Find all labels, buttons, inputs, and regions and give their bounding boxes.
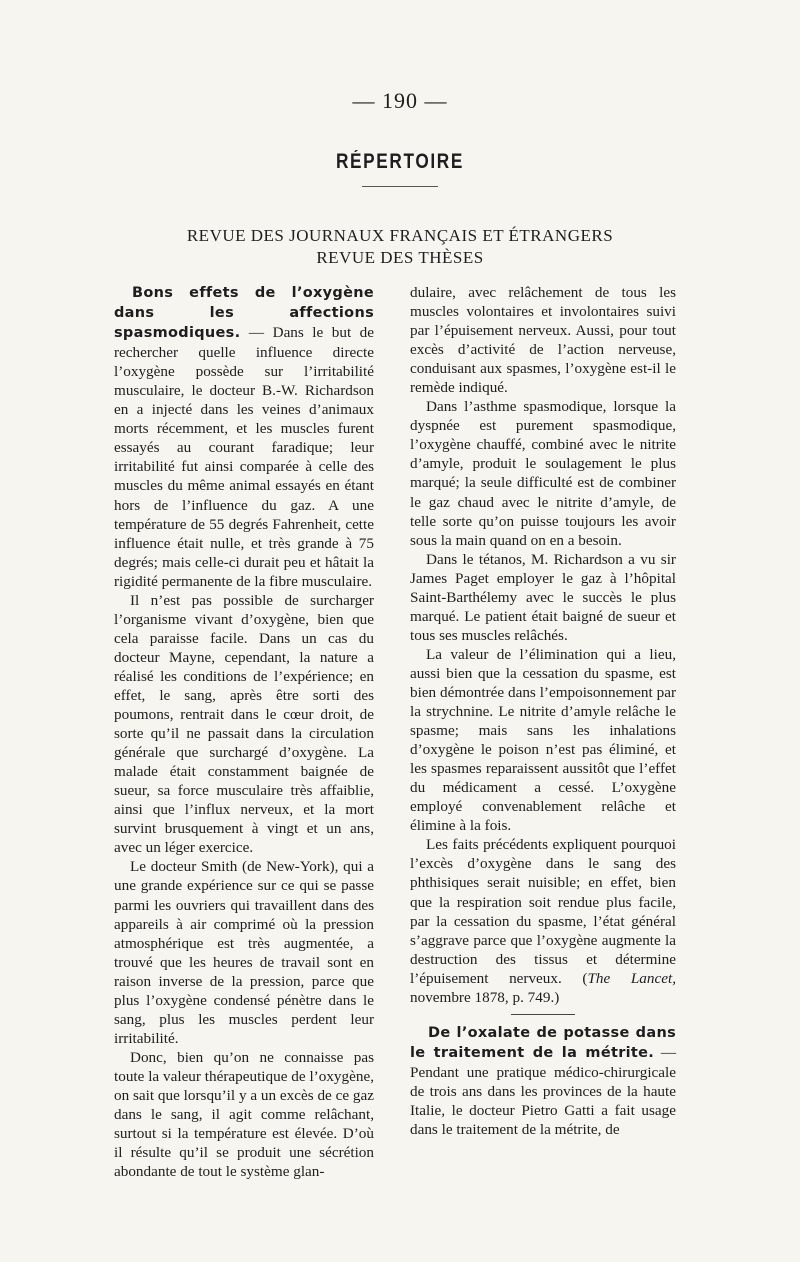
article-oxygen-paragraph-5: dulaire, avec relâchement de tous les muscles volontaires et involontaires suivi par l’épuisement nerveux. Aussi, pour tout excès d’activité de l’action nerveuse, conduisant aux spasmes, l’oxygène est-il le remède indiqué.	[410, 284, 676, 397]
subtitle-journals: REVUE DES JOURNAUX FRANÇAIS ET ÉTRANGERS	[186, 226, 614, 245]
article-oxalate-text: — Pendant une pratique médico-chirurgicale de trois ans dans les provinces de la haute Italie, le docteur Pietro Gatti a fait usage dans le traitement de la métrite, de	[410, 1043, 677, 1139]
article-oxygen-intro	[114, 283, 374, 591]
page-number: — 190 —	[352, 88, 448, 113]
article-oxalate-intro	[410, 1023, 676, 1139]
article-title-oxygen: Bons effets de l’oxygène dans les affections spasmodiques.	[114, 285, 374, 342]
article-oxygen-paragraph-2: Il n’est pas possible de surcharger l’organisme vivant d’oxygène, bien que cela paraisse facile. Dans un cas du docteur Mayne, cependant, la nature a réalisé les conditions de l’expérience; en effet, le sang, après être sorti des poumons, rentrait dans le cœur droit, de sorte qu’il ne passait dans la circulation générale que surchargé d’oxygène. La malade était constamment baignée de sueur, sa force musculaire très affaiblie, ainsi que l’influx nerveux, et la mort survint brusquement à vingt et un ans, avec un léger exercice.	[114, 591, 374, 857]
source-journal: The Lancet,	[587, 969, 676, 987]
subtitle-theses: REVUE DES THÈSES	[316, 248, 484, 267]
section-title: RÉPERTOIRE	[335, 150, 465, 173]
left-column	[114, 283, 374, 1181]
article-title-oxalate: De l’oxalate de potasse dans le traitement de la métrite.	[410, 1024, 676, 1061]
title-rule	[362, 186, 438, 187]
article-oxygen-paragraph-7: Dans le tétanos, M. Richardson a vu sir James Paget employer le gaz à l’hôpital Saint-Barthélemy avec le succès le plus marqué. Le patient était baigné de sueur et tous ses muscles relâchés.	[410, 550, 676, 644]
article-divider	[511, 1014, 575, 1015]
article-oxygen-paragraph-3: Le docteur Smith (de New-York), qui a une grande expérience sur ce qui se passe parmi les ouvriers qui travaillent dans des appareils à air comprimé où la pression atmosphérique est très augmentée, a trouvé que les heures de travail sont en raison inverse de la pression, parce que plus l’oxygène condensé pénètre dans le sang, plus les muscles perdent leur irritabilité.	[114, 858, 374, 1047]
source-date: novembre 1878, p. 749.)	[410, 988, 560, 1006]
article-oxygen-paragraph-1: — Dans le but de rechercher quelle influence directe l’oxygène possède sur l’irritabilité musculaire, le docteur B.-W. Richardson en a injecté dans les veines d’animaux morts récemment, et les muscles furent essayés au courant faradique; leur irritabilité fut ainsi comparée à celle des muscles du même animal essayés en étant hors de l’influence du gaz. A une température de 55 degrés Fahrenheit, cette influence était nulle, et très grande à 75 degrés; mais celle-ci durait peu et hâtait la rigidité permanente de la fibre musculaire.	[114, 324, 374, 590]
article-oxygen-paragraph-9	[410, 835, 676, 1006]
paragraph-9-text: Les faits précédents expliquent pourquoi l’excès d’oxygène dans le sang des phthisiques serait nuisible; en effet, bien que la respiration soit rendue plus facile, par la cessation du spasme, l’état général s’aggrave parce que l’oxygène augmente la destruction des tissus et détermine l’épuisement nerveux. (	[410, 836, 676, 987]
article-oxygen-paragraph-8: La valeur de l’élimination qui a lieu, aussi bien que la cessation du spasme, est bien démontrée dans l’empoisonnement par la strychnine. Le nitrite d’amyle relâche le spasme; mais sans les inhalations d’oxygène le poison n’est pas éliminé, et les spasmes reparaissent aussitôt que l’effet du médicament a cessé. L’oxygène employé convenablement relâche et élimine à la fois.	[410, 645, 676, 835]
article-oxygen-paragraph-4: Donc, bien qu’on ne connaisse pas toute la valeur thérapeutique de l’oxygène, on sait que lorsqu’il y a un excès de ce gaz dans le sang, il agit comme relâchant, surtout si la température est élevée. D’où il résulte qu’il se produit une sécrétion abondante de tout le système glan-	[114, 1048, 374, 1181]
right-column	[410, 283, 676, 1139]
article-oxygen-paragraph-6: Dans l’asthme spasmodique, lorsque la dyspnée est purement spasmodique, l’oxygène chauffé, combiné avec le nitrite d’amyle, produit le soulagement le plus marqué; la seule difficulté est de combiner le gaz chaud avec le nitrite d’amyle, de telle sorte qu’on puisse toujours les avoir sous la main quand on en a besoin.	[410, 398, 676, 549]
